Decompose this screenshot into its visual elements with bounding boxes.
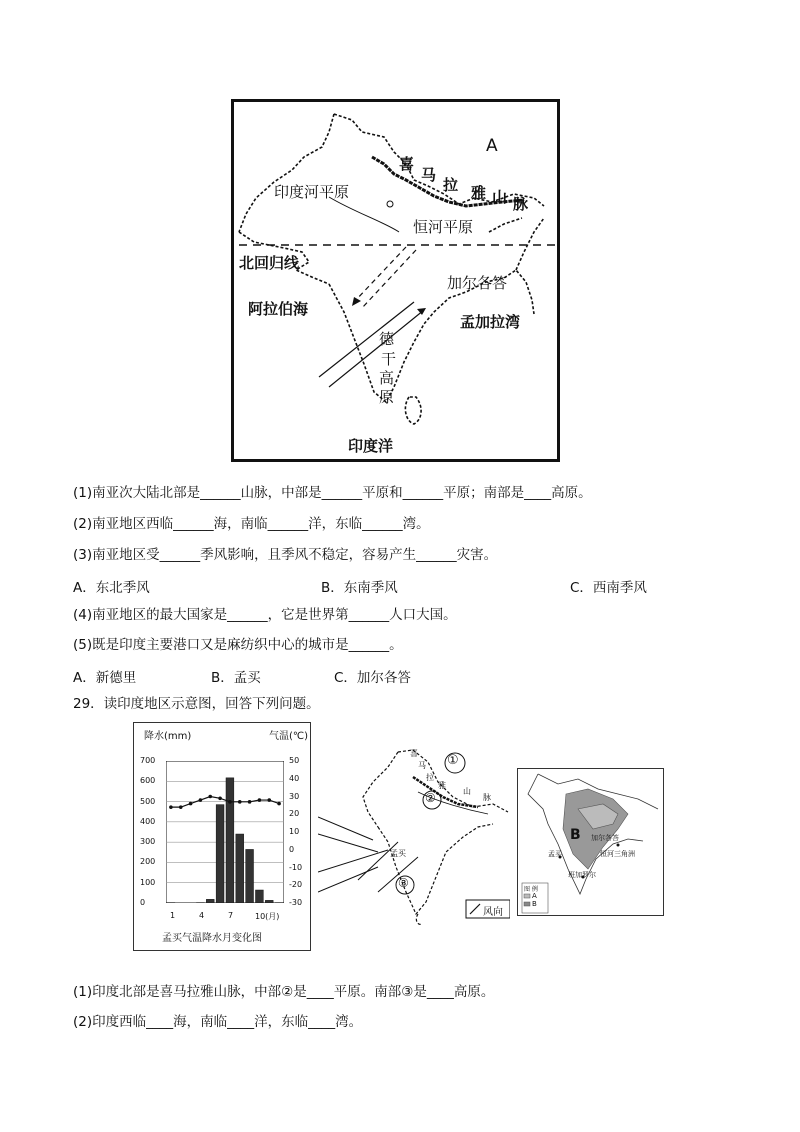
indian-ocean-label: 印度洋: [348, 437, 394, 455]
label-a: A: [486, 136, 498, 156]
mountain-char: 马: [421, 166, 437, 184]
precip-bar: [246, 849, 254, 903]
tropic-label: 北回归线: [239, 254, 300, 272]
temperature-point: [218, 796, 222, 800]
deccan-char: 高: [379, 369, 395, 387]
left-tick: 200: [140, 857, 156, 867]
right-tick: -30: [289, 898, 303, 907]
climate-chart: [133, 722, 311, 951]
mountain-char: 喜: [410, 749, 418, 758]
precip-bar: [216, 805, 224, 903]
temperature-point: [248, 800, 252, 804]
question-3-options: [0, 576, 800, 594]
left-tick: 600: [140, 776, 156, 786]
mountain-char: 拉: [443, 176, 459, 194]
left-tick: 500: [140, 796, 156, 806]
delta-label: 恒河三角洲: [600, 850, 635, 858]
south-asia-map-outline: [234, 102, 557, 459]
precip-bar: [206, 899, 214, 903]
mountain-char: 雅: [471, 184, 487, 202]
precip-bar: [256, 890, 264, 903]
option[interactable]: A．东北季风: [73, 580, 150, 596]
wind-map-outline: [318, 742, 510, 927]
bay-bengal-label: 孟加拉湾: [460, 313, 521, 331]
mountain-char: 山: [492, 188, 508, 206]
question-29-heading: 29．读印度地区示意图，回答下列问题。: [73, 696, 320, 712]
legend-a: A: [532, 892, 537, 900]
chart-caption: 孟买气温降水月变化图: [162, 933, 262, 944]
temperature-point: [267, 798, 271, 802]
mountain-char: 脉: [513, 195, 529, 213]
kolkata-label: 加尔各答: [591, 834, 619, 842]
precip-bar: [265, 900, 273, 903]
deccan-char: 干: [381, 350, 397, 368]
mountain-char: 喜: [399, 155, 415, 173]
x-tick: 7: [228, 911, 234, 920]
right-tick: 20: [289, 809, 300, 819]
option[interactable]: C．加尔各答: [334, 670, 411, 686]
deccan-char: 德: [379, 330, 395, 348]
temperature-point: [169, 805, 173, 809]
chart-frame: [166, 761, 284, 903]
mountain-char: 雅: [438, 781, 446, 790]
question-29-2: (2)印度西临____海，南临____洋，东临____湾。: [73, 1014, 363, 1030]
precip-bar: [226, 778, 234, 903]
india-region-map: [517, 768, 664, 916]
temperature-point: [179, 805, 183, 809]
question-5-options: [0, 666, 800, 684]
south-asia-map: [231, 99, 560, 462]
mumbai-label: 孟买: [390, 849, 406, 858]
question-4: (4)南亚地区的最大国家是______，它是世界第______人口大国。: [73, 607, 457, 623]
x-tick: 10(月): [255, 912, 280, 921]
option[interactable]: A．新德里: [73, 670, 137, 686]
right-axis-label: 气温(℃): [269, 731, 309, 742]
temperature-point: [199, 798, 203, 802]
arabian-sea-label: 阿拉伯海: [248, 300, 309, 318]
question-2: (2)南亚地区西临______海，南临______洋，东临______湾。: [73, 516, 430, 532]
wind-legend-label: 风向: [483, 907, 503, 918]
right-tick: 30: [289, 791, 300, 801]
mountain-char: 脉: [483, 793, 491, 802]
right-tick: 50: [289, 756, 300, 765]
circle-1-label: ①: [447, 753, 459, 768]
temperature-point: [277, 802, 281, 806]
question-1: (1)南亚次大陆北部是______山脉，中部是______平原和______平原；南部是____高原。: [73, 485, 592, 501]
option[interactable]: B．孟买: [211, 670, 261, 686]
question-3: (3)南亚地区受______季风影响，且季风不稳定，容易产生______灾害。: [73, 547, 498, 563]
right-tick: 0: [289, 844, 295, 854]
mumbai-label: 孟买: [548, 850, 562, 858]
left-tick: 300: [140, 837, 156, 847]
left-tick: 100: [140, 877, 156, 887]
circle-2-label: ②: [425, 791, 436, 805]
temperature-point: [208, 795, 212, 799]
left-tick: 0: [140, 898, 146, 907]
temperature-point: [228, 800, 232, 804]
right-tick: 10: [289, 827, 300, 836]
bangalore-label: 班加罗尔: [568, 871, 596, 879]
option[interactable]: C．西南季风: [570, 580, 647, 596]
right-tick: -10: [289, 862, 303, 872]
right-tick: -20: [289, 880, 303, 890]
circle-3-label: ③: [398, 876, 409, 890]
deccan-char: 原: [379, 388, 395, 406]
legend-b: B: [532, 900, 537, 908]
indus-plain-label: 印度河平原: [274, 183, 350, 201]
temperature-point: [189, 802, 193, 806]
mountain-char: 拉: [426, 773, 434, 782]
region-b-label: B: [570, 827, 581, 843]
legend-title: 图 例: [524, 886, 538, 893]
left-axis-label: 降水(mm): [144, 731, 192, 742]
mountain-char: 山: [463, 787, 471, 796]
x-tick: 1: [170, 911, 176, 920]
left-tick: 700: [140, 756, 156, 765]
chart-plot: [166, 761, 284, 903]
ganges-plain-label: 恒河平原: [413, 218, 474, 236]
precip-bar: [236, 834, 244, 903]
x-tick: 4: [199, 911, 205, 920]
mountain-char: 马: [418, 761, 426, 770]
right-tick: 40: [289, 773, 300, 783]
india-wind-map: [318, 742, 510, 927]
temperature-point: [238, 800, 242, 804]
question-29-1: (1)印度北部是喜马拉雅山脉，中部②是____平原。南部③是____高原。: [73, 984, 495, 1000]
temperature-point: [258, 798, 262, 802]
question-5: (5)既是印度主要港口又是麻纺织中心的城市是______。: [73, 637, 403, 653]
option[interactable]: B．东南季风: [321, 580, 398, 596]
left-tick: 400: [140, 816, 156, 826]
kolkata-label: 加尔各答: [447, 274, 508, 292]
